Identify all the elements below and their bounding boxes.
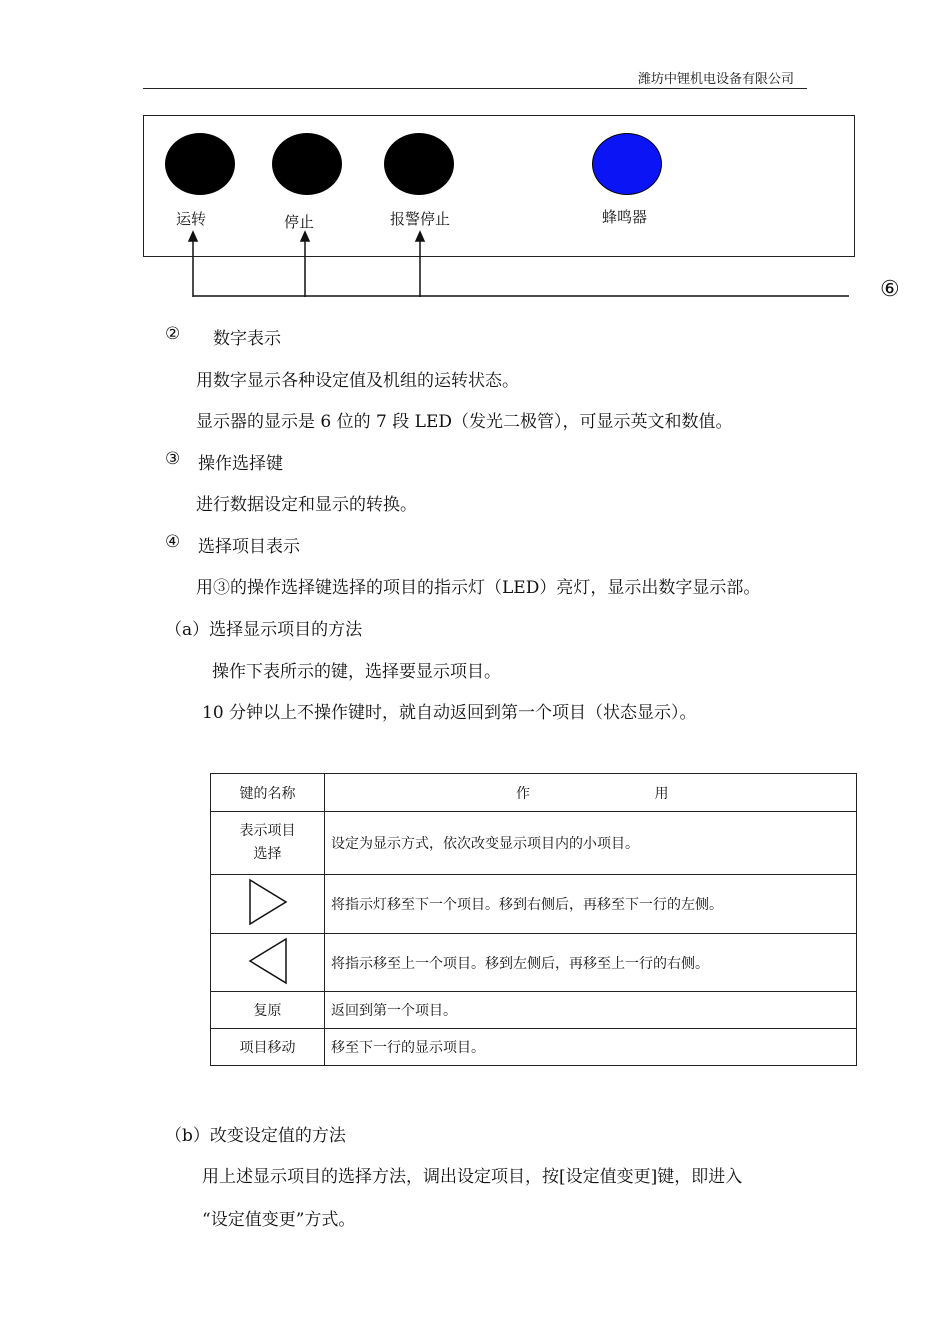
section-3-line-1: 进行数据设定和显示的转换。 [196,495,417,515]
section-4-line-1: 用③的操作选择键选择的项目的指示灯（LED）亮灯，显示出数字显示部。 [196,578,761,598]
section-3-title: 操作选择键 [198,454,283,474]
table-key-icon-cell [211,934,325,992]
subsection-a-line-2: 10 分钟以上不操作键时，就自动返回到第一个项目（状态显示）。 [202,703,697,723]
table-key-description: 返回到第一个项目。 [325,992,857,1029]
table-key-icon-cell [211,875,325,934]
table-row [211,812,857,875]
table-key-description: 移至下一行的显示项目。 [325,1029,857,1066]
lamp-pointer-lines [140,230,860,302]
stop-lamp [272,133,342,195]
table-key-name: 项目移动 [211,1029,325,1066]
header-company-name: 潍坊中锂机电设备有限公司 [638,72,795,87]
alarm-stop-lamp [384,133,454,195]
table-row [211,1029,857,1066]
subsection-b-line-1: 用上述显示项目的选择方法，调出设定项目，按[设定值变更]键，即进入 [202,1167,743,1187]
table-header-name: 键的名称 [211,774,325,812]
stop-lamp-label: 停止 [284,213,315,231]
subsection-a-title: （a）选择显示项目的方法 [165,620,363,640]
table-row [211,992,857,1029]
table-key-description: 将指示灯移至下一个项目。移到右侧后，再移至下一行的左侧。 [325,875,857,934]
table-key-name: 表示项目 选择 [211,812,325,875]
left-triangle-icon [246,937,290,985]
subsection-b-title: （b）改变设定值的方法 [165,1126,346,1146]
table-key-description: 将指示移至上一个项目。移到左侧后，再移至上一行的右侧。 [325,934,857,992]
key-function-table [210,773,857,1066]
arrow-up-icon [189,232,197,241]
section-4-title: 选择项目表示 [198,537,300,557]
table-key-name: 复原 [211,992,325,1029]
alarm-stop-lamp-label: 报警停止 [390,210,451,228]
arrow-up-icon [301,232,309,241]
header-divider [143,88,807,89]
section-3-number: ③ [165,449,181,469]
buzzer-lamp [592,133,662,195]
run-lamp [165,133,235,195]
table-row [211,934,857,992]
table-header-row [211,774,857,812]
table-header-function: 作 用 [325,774,857,812]
run-lamp-label: 运转 [176,210,207,228]
section-4-number: ④ [165,532,181,552]
callout-number: ⑥ [880,277,900,302]
section-2-title: 数字表示 [213,329,281,349]
arrow-up-icon [416,232,424,241]
section-2-line-2: 显示器的显示是 6 位的 7 段 LED（发光二极管），可显示英文和数值。 [196,412,733,432]
subsection-b-line-2: “设定值变更”方式。 [202,1210,356,1230]
right-triangle-icon [246,878,290,926]
section-2-number: ② [165,324,181,344]
subsection-a-line-1: 操作下表所示的键，选择要显示项目。 [212,662,501,682]
section-2-line-1: 用数字显示各种设定值及机组的运转状态。 [196,371,519,391]
buzzer-lamp-label: 蜂鸣器 [602,208,648,226]
table-row [211,875,857,934]
table-key-description: 设定为显示方式，依次改变显示项目内的小项目。 [325,812,857,875]
